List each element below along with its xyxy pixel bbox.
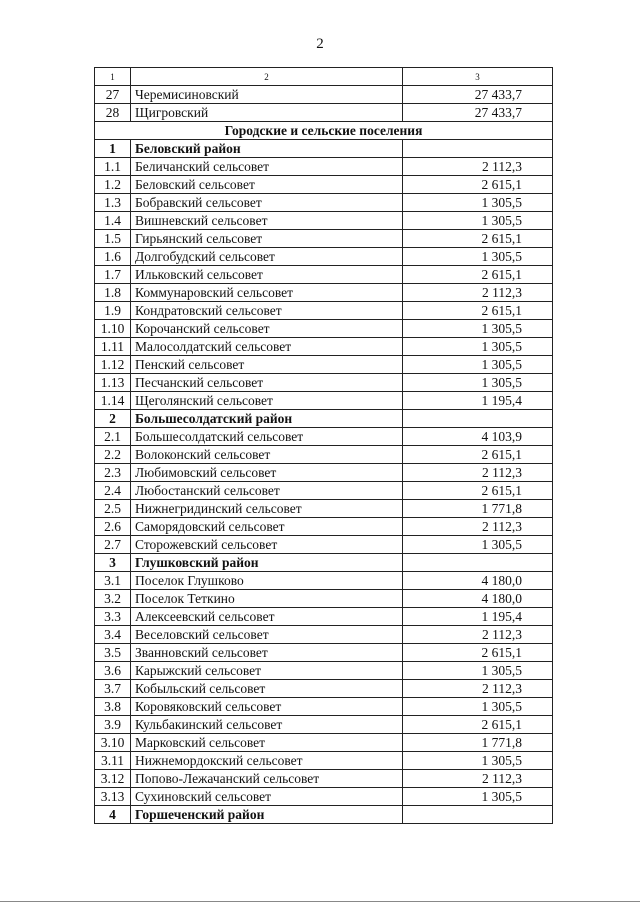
table-row: [95, 302, 553, 320]
row-number: 3.6: [95, 662, 131, 680]
district-value: [403, 554, 553, 572]
row-number: 3.9: [95, 716, 131, 734]
section-title: Городские и сельские поселения: [95, 122, 553, 140]
row-value: 1 305,5: [403, 320, 553, 338]
row-value: 1 771,8: [403, 500, 553, 518]
row-number: 1.5: [95, 230, 131, 248]
row-name: Кондратовский сельсовет: [131, 302, 403, 320]
column-number: 3: [403, 68, 553, 86]
column-number: 1: [95, 68, 131, 86]
row-name: Поселок Глушково: [131, 572, 403, 590]
row-value: 1 305,5: [403, 662, 553, 680]
row-value: 2 112,3: [403, 680, 553, 698]
row-number: 1.1: [95, 158, 131, 176]
page-bottom-edge: [0, 901, 640, 902]
row-number: 2.5: [95, 500, 131, 518]
table-row: [95, 482, 553, 500]
district-number: 3: [95, 554, 131, 572]
table-row: [95, 698, 553, 716]
table-row: [95, 104, 553, 122]
table-row: [95, 86, 553, 104]
row-name: Долгобудский сельсовет: [131, 248, 403, 266]
district-value: [403, 806, 553, 824]
row-number: 3.2: [95, 590, 131, 608]
district-name: Глушковский район: [131, 554, 403, 572]
row-name: Большесолдатский сельсовет: [131, 428, 403, 446]
table-row: [95, 644, 553, 662]
table-row: [95, 680, 553, 698]
table-row: [95, 266, 553, 284]
row-value: 1 305,5: [403, 374, 553, 392]
row-number: 2.3: [95, 464, 131, 482]
row-number: 3.5: [95, 644, 131, 662]
row-value: 1 305,5: [403, 194, 553, 212]
column-number: 2: [131, 68, 403, 86]
row-value: 2 615,1: [403, 266, 553, 284]
row-name: Сторожевский сельсовет: [131, 536, 403, 554]
table-row: [95, 194, 553, 212]
row-number: 1.3: [95, 194, 131, 212]
row-value: 2 615,1: [403, 482, 553, 500]
district-value: [403, 410, 553, 428]
row-number: 28: [95, 104, 131, 122]
row-name: Волоконский сельсовет: [131, 446, 403, 464]
table-row: [95, 230, 553, 248]
column-number-row: [95, 68, 553, 86]
table-row: [95, 500, 553, 518]
row-name: Черемисиновский: [131, 86, 403, 104]
row-name: Веселовский сельсовет: [131, 626, 403, 644]
table-row: [95, 176, 553, 194]
table-row: [95, 788, 553, 806]
table-row: [95, 248, 553, 266]
row-value: 2 615,1: [403, 176, 553, 194]
row-number: 1.11: [95, 338, 131, 356]
row-number: 3.12: [95, 770, 131, 788]
row-name: Нижнегридинский сельсовет: [131, 500, 403, 518]
row-value: 1 305,5: [403, 338, 553, 356]
row-number: 1.12: [95, 356, 131, 374]
district-name: Беловский район: [131, 140, 403, 158]
table-row: [95, 428, 553, 446]
row-name: Кобыльский сельсовет: [131, 680, 403, 698]
row-value: 4 180,0: [403, 572, 553, 590]
section-title-row: [95, 122, 553, 140]
allocation-table: [94, 67, 553, 824]
district-number: 2: [95, 410, 131, 428]
row-value: 2 615,1: [403, 302, 553, 320]
row-value: 27 433,7: [403, 104, 553, 122]
district-name: Большесолдатский район: [131, 410, 403, 428]
row-number: 3.1: [95, 572, 131, 590]
row-name: Саморядовский сельсовет: [131, 518, 403, 536]
row-value: 2 615,1: [403, 230, 553, 248]
district-number: 4: [95, 806, 131, 824]
row-name: Коммунаровский сельсовет: [131, 284, 403, 302]
row-name: Щеголянский сельсовет: [131, 392, 403, 410]
row-number: 2.7: [95, 536, 131, 554]
row-number: 2.1: [95, 428, 131, 446]
row-name: Ильковский сельсовет: [131, 266, 403, 284]
row-name: Нижнемордокский сельсовет: [131, 752, 403, 770]
district-number: 1: [95, 140, 131, 158]
row-number: 2.4: [95, 482, 131, 500]
row-name: Песчанский сельсовет: [131, 374, 403, 392]
row-number: 27: [95, 86, 131, 104]
row-number: 1.8: [95, 284, 131, 302]
row-value: 1 195,4: [403, 608, 553, 626]
row-value: 4 103,9: [403, 428, 553, 446]
table-row: [95, 662, 553, 680]
table-row: [95, 392, 553, 410]
district-name: Горшеченский район: [131, 806, 403, 824]
row-value: 2 112,3: [403, 518, 553, 536]
row-name: Кульбакинский сельсовет: [131, 716, 403, 734]
row-name: Беличанский сельсовет: [131, 158, 403, 176]
row-name: Карыжский сельсовет: [131, 662, 403, 680]
table-row: [95, 590, 553, 608]
table-row: [95, 716, 553, 734]
row-value: 1 305,5: [403, 788, 553, 806]
row-name: Сухиновский сельсовет: [131, 788, 403, 806]
table-row: [95, 374, 553, 392]
table-row: [95, 158, 553, 176]
district-row: [95, 554, 553, 572]
row-value: 2 112,3: [403, 464, 553, 482]
row-value: 2 112,3: [403, 284, 553, 302]
row-name: Малосолдатский сельсовет: [131, 338, 403, 356]
row-number: 1.13: [95, 374, 131, 392]
table-row: [95, 356, 553, 374]
row-number: 3.7: [95, 680, 131, 698]
row-number: 3.3: [95, 608, 131, 626]
row-value: 4 180,0: [403, 590, 553, 608]
row-number: 1.14: [95, 392, 131, 410]
row-number: 1.4: [95, 212, 131, 230]
row-value: 1 305,5: [403, 698, 553, 716]
district-row: [95, 806, 553, 824]
row-name: Марковский сельсовет: [131, 734, 403, 752]
table-row: [95, 734, 553, 752]
row-number: 3.13: [95, 788, 131, 806]
table-row: [95, 338, 553, 356]
table-row: [95, 536, 553, 554]
row-name: Попово-Лежачанский сельсовет: [131, 770, 403, 788]
row-name: Званновский сельсовет: [131, 644, 403, 662]
table-row: [95, 446, 553, 464]
table-row: [95, 320, 553, 338]
table-row: [95, 284, 553, 302]
row-value: 2 615,1: [403, 446, 553, 464]
row-number: 3.4: [95, 626, 131, 644]
row-name: Корочанский сельсовет: [131, 320, 403, 338]
row-name: Любостанский сельсовет: [131, 482, 403, 500]
row-value: 1 305,5: [403, 536, 553, 554]
row-name: Коровяковский сельсовет: [131, 698, 403, 716]
table-row: [95, 752, 553, 770]
table-row: [95, 608, 553, 626]
row-value: 2 615,1: [403, 644, 553, 662]
row-number: 1.6: [95, 248, 131, 266]
row-name: Щигровский: [131, 104, 403, 122]
row-name: Пенский сельсовет: [131, 356, 403, 374]
row-value: 1 771,8: [403, 734, 553, 752]
table-row: [95, 518, 553, 536]
row-name: Гирьянский сельсовет: [131, 230, 403, 248]
row-name: Поселок Теткино: [131, 590, 403, 608]
row-name: Алексеевский сельсовет: [131, 608, 403, 626]
table-row: [95, 212, 553, 230]
row-number: 2.6: [95, 518, 131, 536]
row-number: 1.7: [95, 266, 131, 284]
row-value: 1 305,5: [403, 356, 553, 374]
row-name: Любимовский сельсовет: [131, 464, 403, 482]
page-number: 2: [316, 36, 324, 52]
district-row: [95, 410, 553, 428]
table-body: [95, 68, 553, 824]
row-value: 1 305,5: [403, 212, 553, 230]
row-number: 1.10: [95, 320, 131, 338]
table-row: [95, 770, 553, 788]
row-number: 2.2: [95, 446, 131, 464]
table-row: [95, 572, 553, 590]
row-name: Вишневский сельсовет: [131, 212, 403, 230]
table-row: [95, 626, 553, 644]
row-number: 3.10: [95, 734, 131, 752]
district-row: [95, 140, 553, 158]
row-name: Бобравский сельсовет: [131, 194, 403, 212]
row-value: 2 615,1: [403, 716, 553, 734]
district-value: [403, 140, 553, 158]
row-number: 3.11: [95, 752, 131, 770]
row-value: 1 195,4: [403, 392, 553, 410]
row-number: 1.9: [95, 302, 131, 320]
row-name: Беловский сельсовет: [131, 176, 403, 194]
row-number: 3.8: [95, 698, 131, 716]
row-value: 1 305,5: [403, 248, 553, 266]
row-value: 27 433,7: [403, 86, 553, 104]
row-value: 2 112,3: [403, 770, 553, 788]
row-value: 2 112,3: [403, 158, 553, 176]
row-number: 1.2: [95, 176, 131, 194]
table-row: [95, 464, 553, 482]
row-value: 1 305,5: [403, 752, 553, 770]
row-value: 2 112,3: [403, 626, 553, 644]
